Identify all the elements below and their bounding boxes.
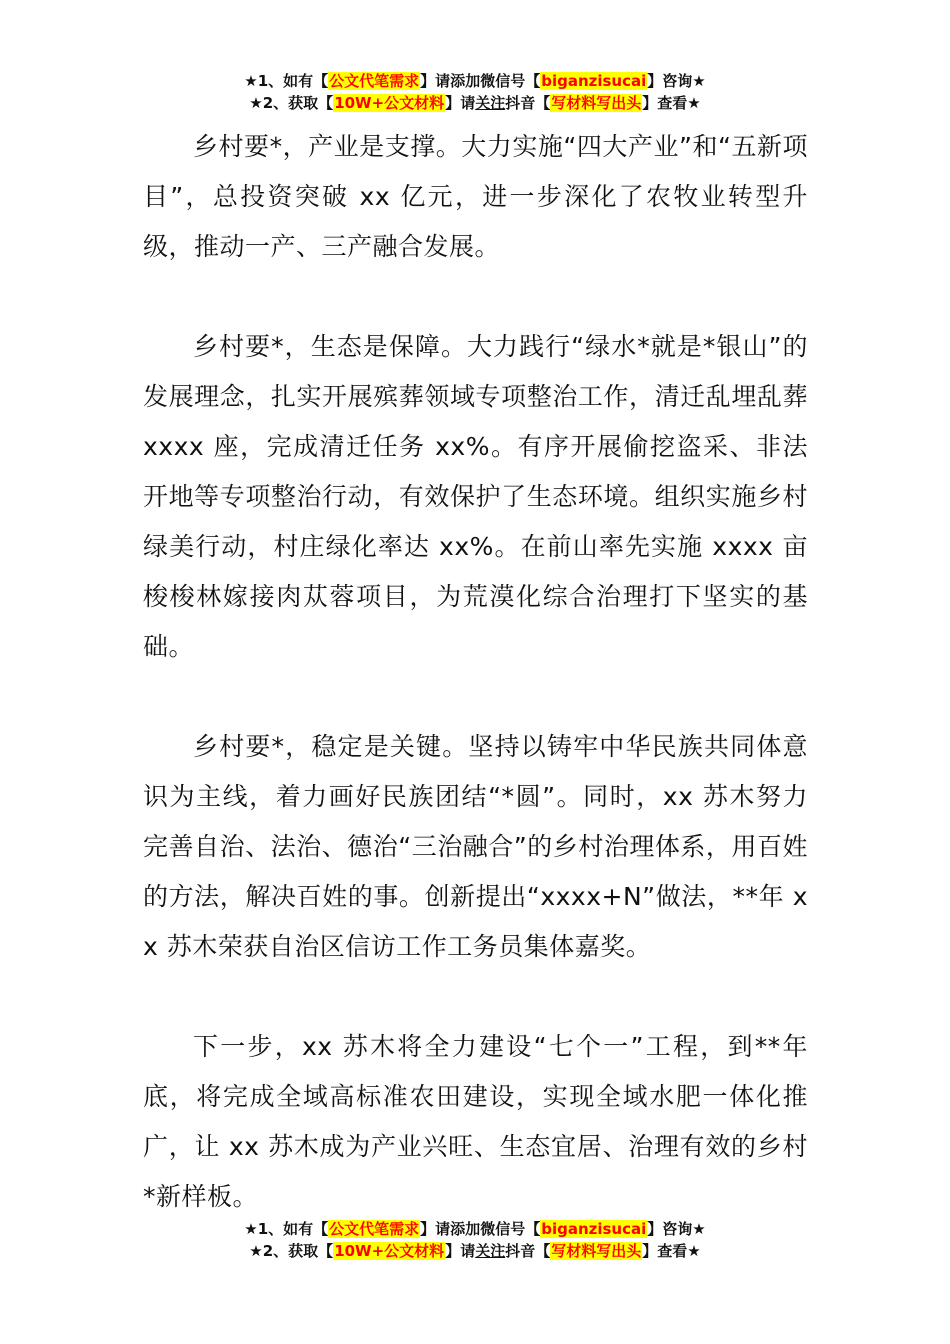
highlight-wechat-id: biganzisucai <box>541 1220 647 1238</box>
paragraph-next-step: 下一步，xx 苏木将全力建设“七个一”工程，到**年底，将完成全域高标准农田建设，实现全域水肥一体化推广，让 xx 苏木成为产业兴旺、生态宜居、治理有效的乡村*新样板。 <box>143 1032 808 1211</box>
banner-text: 加 <box>465 72 481 90</box>
paragraph-stability: 乡村要*，稳定是关键。坚持以铸牢中华民族共同体意识为主线，着力画好民族团结“*圆”。同时，xx 苏木努力完善自治、法治、德治“三治融合”的乡村治理体系，用百姓的方法，解决百姓的事。创新提出“xxxx+N”做法，**年 xx 苏木荣获自治区信访工作工务员集体嘉奖。 <box>143 732 808 961</box>
highlight-materials: 10W+公文材料 <box>334 1242 445 1260</box>
banner-text-underlined: 关注 <box>475 94 506 112</box>
banner-text: 】请 <box>445 94 476 112</box>
bottom-banner <box>0 1218 950 1262</box>
banner-line-1 <box>0 1218 950 1240</box>
banner-text: 微信号【 <box>480 72 541 90</box>
banner-text: 】咨询★ <box>647 1220 706 1238</box>
document-body <box>143 122 808 1222</box>
banner-line-2 <box>0 92 950 114</box>
paragraph-industry: 乡村要*，产业是支撑。大力实施“四大产业”和“五新项目”，总投资突破 xx 亿元，进一步深化了农牧业转型升级，推动一产、三产融合发展。 <box>143 132 808 261</box>
highlight-materials: 10W+公文材料 <box>334 94 445 112</box>
banner-line-1 <box>0 70 950 92</box>
banner-text: 】请添 <box>420 1220 466 1238</box>
banner-text: 】咨询★ <box>647 72 706 90</box>
highlight-ghostwriting: 公文代笔需求 <box>329 72 420 90</box>
banner-text: 】查看★ <box>642 94 701 112</box>
highlight-douyin: 写材料写出头 <box>551 1242 642 1260</box>
banner-line-2 <box>0 1240 950 1262</box>
highlight-wechat-id: biganzisucai <box>541 72 647 90</box>
banner-text-underlined: 关注 <box>475 1242 506 1260</box>
highlight-douyin: 写材料写出头 <box>551 94 642 112</box>
banner-text: 】请添 <box>420 72 466 90</box>
banner-text: ★2、获取【 <box>249 1242 334 1260</box>
top-banner <box>0 70 950 114</box>
banner-text: ★1、如有【 <box>244 1220 329 1238</box>
banner-text: 加 <box>465 1220 481 1238</box>
banner-text: 微信号【 <box>480 1220 541 1238</box>
banner-text: 】请 <box>445 1242 476 1260</box>
banner-text: 抖音【 <box>505 1242 551 1260</box>
banner-text: 抖音【 <box>505 94 551 112</box>
highlight-ghostwriting: 公文代笔需求 <box>329 1220 420 1238</box>
banner-text: ★1、如有【 <box>244 72 329 90</box>
banner-text: 】查看★ <box>642 1242 701 1260</box>
paragraph-ecology: 乡村要*，生态是保障。大力践行“绿水*就是*银山”的发展理念，扎实开展殡葬领域专项整治工作，清迁乱埋乱葬 xxxx 座，完成清迁任务 xx%。有序开展偷挖盗采、非法开地等专项整治行动，有效保护了生态环境。组织实施乡村绿美行动，村庄绿化率达 xx%。在前山率先实施 xxxx 亩梭梭林嫁接肉苁蓉项目，为荒漠化综合治理打下坚实的基础。 <box>143 332 808 661</box>
banner-text: ★2、获取【 <box>249 94 334 112</box>
